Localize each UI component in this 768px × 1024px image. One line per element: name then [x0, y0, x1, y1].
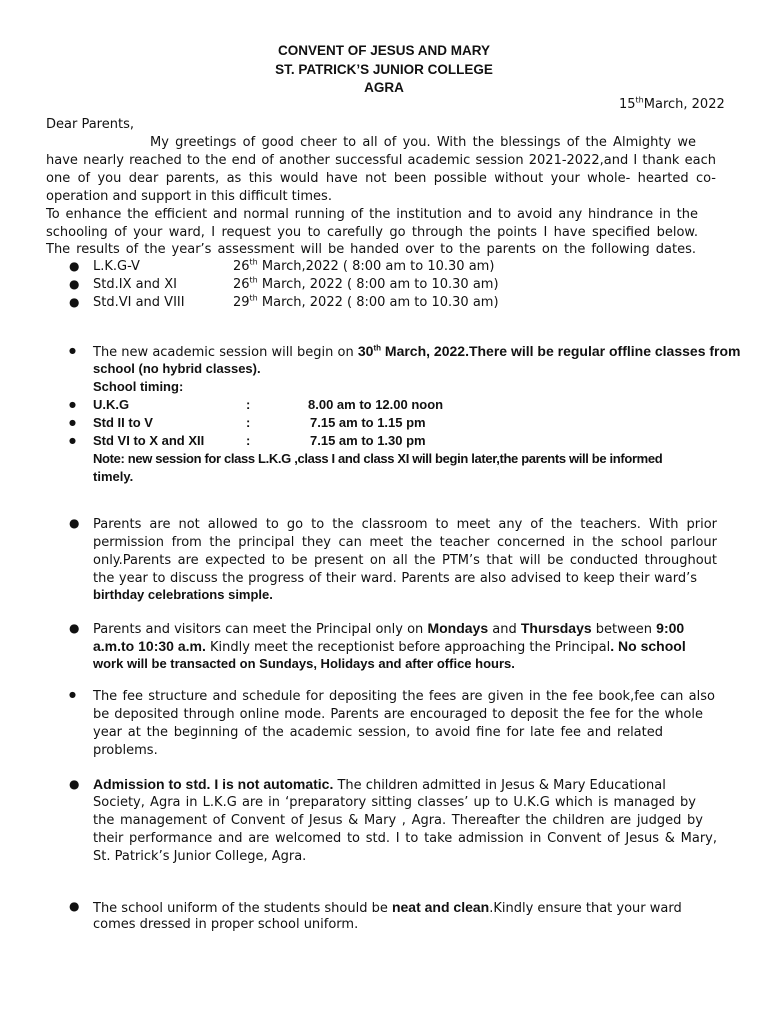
timing-time: 7.15 am to 1.15 pm — [310, 415, 426, 430]
session-mode: school (no hybrid classes). — [93, 361, 261, 376]
bullet-icon: ● — [69, 418, 76, 427]
intro-line: schooling of your ward, I request you to carefully go through the points I have specified below. — [46, 225, 698, 240]
intro-line: have nearly reached to the end of another successful academic session 2021-2022,and I thank each — [46, 153, 716, 168]
classroom-line: only.Parents are expected to be present on all the PTM’s that will be conducted throughout — [93, 553, 717, 568]
result-class: L.K.G-V — [93, 259, 140, 274]
bullet-icon: ● — [69, 346, 76, 355]
timing-class: Std II to V — [93, 415, 153, 430]
session-note: Note: new session for class L.K.G ,class I and class XI will begin later,the parents will be informed — [93, 451, 663, 466]
session-start: The new academic session will begin on 30th March, 2022.There will be regular offline classes from — [93, 343, 741, 360]
bullet-icon: ● — [69, 516, 80, 530]
classroom-line: permission from the principal they can meet the teacher concerned in the school parlour — [93, 535, 717, 550]
bullet-icon: ● — [69, 277, 80, 291]
visit-line: a.m.to 10:30 a.m. Kindly meet the receptionist before approaching the Principal. No school — [93, 638, 686, 655]
intro-line: To enhance the efficient and normal running of the institution and to avoid any hindrance in the — [46, 207, 698, 222]
bullet-icon: ● — [69, 259, 80, 273]
admission-line: the management of Convent of Jesus & Mary , Agra. Thereafter the children are judged by — [93, 813, 703, 828]
admission-line: St. Patrick’s Junior College, Agra. — [93, 849, 307, 864]
fee-line: The fee structure and schedule for depositing the fees are given in the fee book,fee can also — [93, 689, 715, 704]
session-note: timely. — [93, 469, 134, 484]
uniform-line: comes dressed in proper school uniform. — [93, 917, 359, 932]
uniform-line: The school uniform of the students should be neat and clean.Kindly ensure that your ward — [93, 899, 682, 916]
timing-class: U.K.G — [93, 397, 130, 412]
timing-separator: : — [246, 433, 251, 448]
timing-time: 8.00 am to 12.00 noon — [308, 397, 444, 412]
bullet-icon: ● — [69, 400, 76, 409]
bullet-icon: ● — [69, 690, 76, 699]
result-class: Std.IX and XI — [93, 277, 177, 292]
intro-line: one of you dear parents, as this would have not been possible without your whole- hearted co- — [46, 171, 716, 186]
bullet-icon: ● — [69, 777, 80, 791]
result-date: 29th March, 2022 ( 8:00 am to 10.30 am) — [233, 293, 499, 310]
result-date: 26th March, 2022 ( 8:00 am to 10.30 am) — [233, 275, 499, 292]
result-class: Std.VI and VIII — [93, 295, 185, 310]
visit-line: work will be transacted on Sundays, Holidays and after office hours. — [93, 656, 515, 671]
admission-line: their performance and are welcomed to std. I to take admission in Convent of Jesus & Mary, — [93, 831, 717, 846]
classroom-line: the year to discuss the progress of their ward. Parents are also advised to keep their ward’s — [93, 571, 697, 586]
classroom-line: Parents are not allowed to go to the classroom to meet any of the teachers. With prior — [93, 517, 717, 532]
timing-title: School timing: — [93, 379, 184, 394]
admission-line: Admission to std. I is not automatic. The children admitted in Jesus & Mary Educational — [93, 776, 666, 793]
timing-separator: : — [246, 415, 251, 430]
visit-line: Parents and visitors can meet the Principal only on Mondays and Thursdays between 9:00 — [93, 620, 685, 637]
fee-line: be deposited through online mode. Parents are encouraged to deposit the fee for the whole — [93, 707, 703, 722]
timing-class: Std VI to X and XII — [93, 433, 205, 448]
fee-line: year at the beginning of the academic session, to avoid fine for late fee and related — [93, 725, 663, 740]
school-name: CONVENT OF JESUS AND MARY — [277, 43, 491, 58]
intro-line: My greetings of good cheer to all of you. With the blessings of the Almighty we — [150, 135, 696, 150]
bullet-icon: ● — [69, 436, 76, 445]
classroom-bold: birthday celebrations simple. — [93, 587, 273, 602]
city-name: AGRA — [364, 80, 404, 95]
timing-separator: : — [246, 397, 251, 412]
fee-line: problems. — [93, 743, 158, 758]
bullet-icon: ● — [69, 295, 80, 309]
intro-line: operation and support in this difficult times. — [46, 189, 332, 204]
admission-line: Society, Agra in L.K.G are in ‘preparatory sitting classes’ up to U.K.G which is managed by — [93, 795, 696, 810]
letter-date: 15thMarch, 2022 — [619, 95, 725, 112]
salutation: Dear Parents, — [46, 117, 134, 132]
college-name: ST. PATRICK’S JUNIOR COLLEGE — [275, 62, 493, 77]
bullet-icon: ● — [69, 899, 80, 913]
result-date: 26th March,2022 ( 8:00 am to 10.30 am) — [233, 257, 495, 274]
bullet-icon: ● — [69, 621, 80, 635]
intro-line: The results of the year’s assessment will be handed over to the parents on the following dates. — [46, 242, 696, 257]
timing-time: 7.15 am to 1.30 pm — [310, 433, 426, 448]
